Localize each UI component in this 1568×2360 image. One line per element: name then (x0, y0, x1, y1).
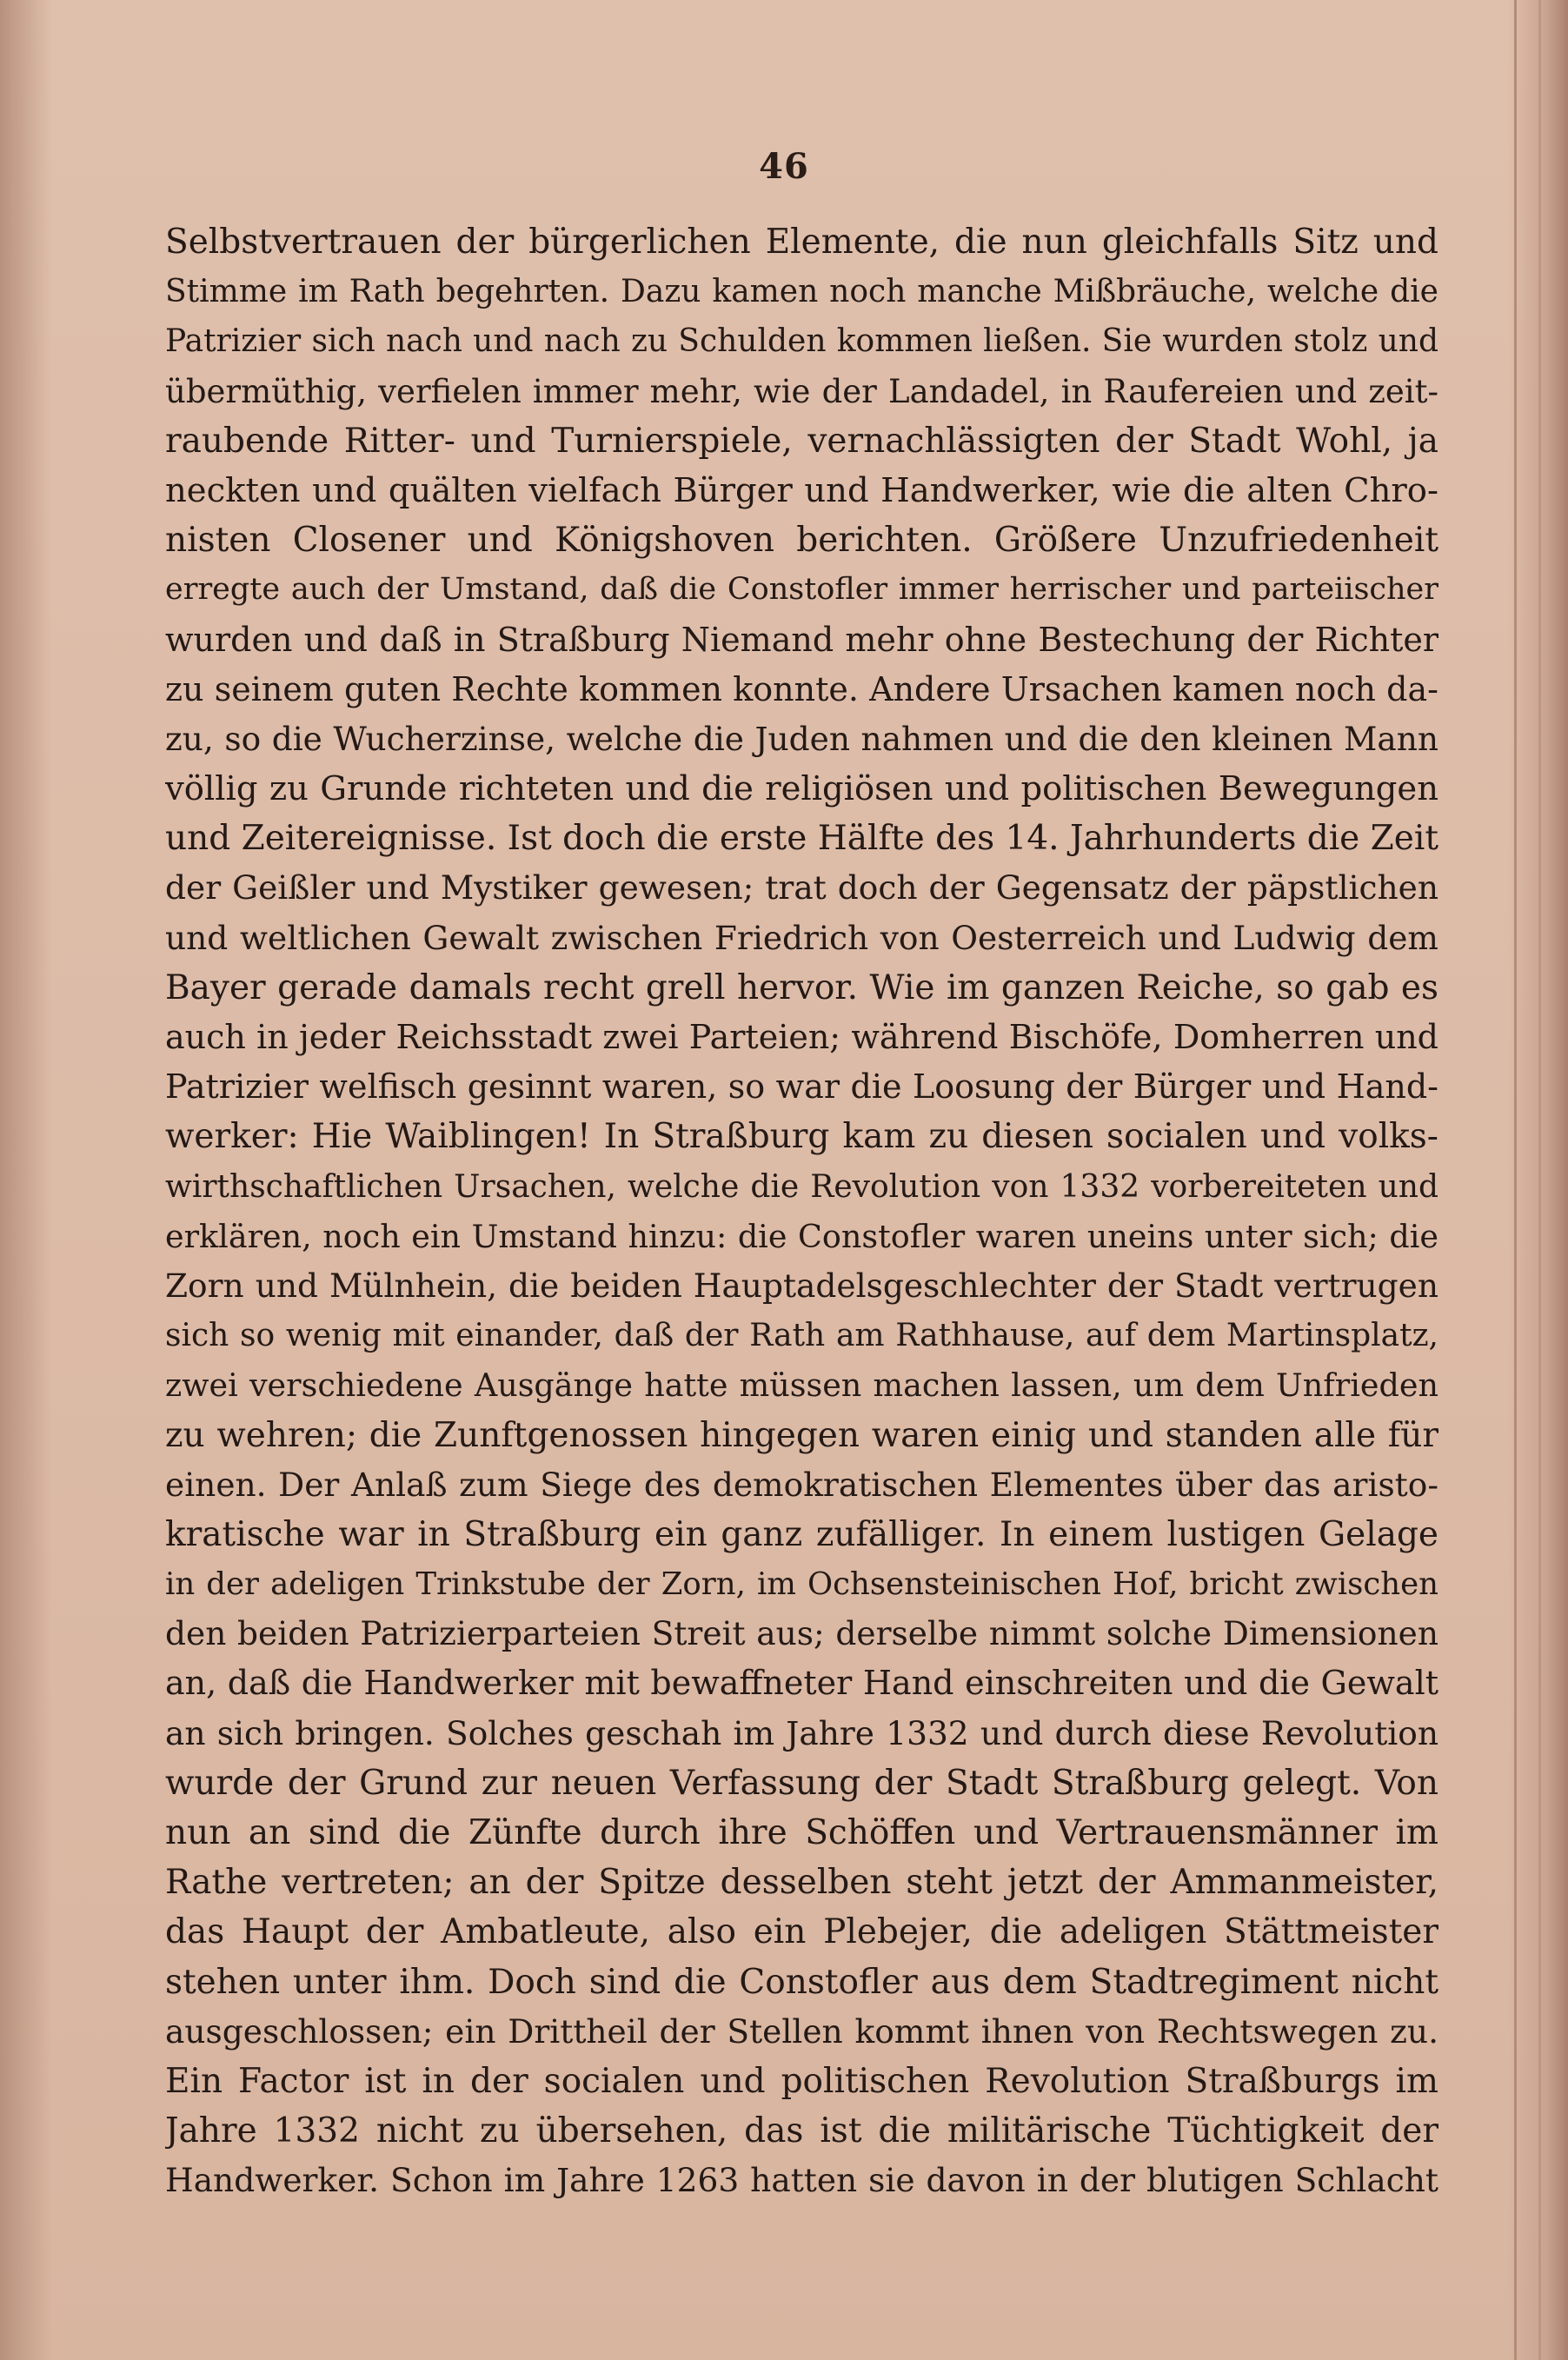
text-line: wurden und daß in Straßburg Niemand mehr ohne Bestechung der Richter (165, 620, 1438, 659)
text-line: erregte auch der Umstand, daß die Constofler immer herrischer und parteiischer (165, 572, 1438, 608)
text-line: in der adeligen Trinkstube der Zorn, im Ochsensteinischen Hof, bricht zwischen (165, 1566, 1438, 1603)
text-line: Rathe vertreten; an der Spitze desselben steht jetzt der Ammanmeister, (165, 1863, 1438, 1903)
page-edge-line (1538, 0, 1541, 2360)
page-edge-line (1514, 0, 1517, 2360)
text-line: Zorn und Mülnhein, die beiden Hauptadelsgeschlechter der Stadt vertrugen (165, 1266, 1438, 1305)
text-line: stehen unter ihm. Doch sind die Constofler aus dem Stadtregiment nicht (165, 1962, 1438, 2002)
text-line: sich so wenig mit einander, daß der Rath am Rathhause, auf dem Martinsplatz, (165, 1318, 1438, 1354)
text-line: zwei verschiedene Ausgänge hatte müssen machen lassen, um dem Unfrieden (165, 1366, 1438, 1405)
text-line: Selbstvertrauen der bürgerlichen Elemente, die nun gleichfalls Sitz und (165, 223, 1438, 262)
text-line: Patrizier welfisch gesinnt waren, so war die Loosung der Bürger und Hand- (165, 1067, 1438, 1107)
text-line: der Geißler und Mystiker gewesen; trat doch der Gegensatz der päpstlichen (165, 868, 1438, 907)
text-line: einen. Der Anlaß zum Siege des demokratischen Elementes über das aristo- (165, 1465, 1438, 1504)
body-text (165, 217, 1438, 2206)
text-line: ausgeschlossen; ein Drittheil der Stellen kommt ihnen von Rechtswegen zu. (165, 2011, 1438, 2051)
text-line: an sich bringen. Solches geschah im Jahre 1332 und durch diese Revolution (165, 1713, 1438, 1752)
text-line: übermüthig, verfielen immer mehr, wie der Landadel, in Raufereien und zeit- (165, 372, 1438, 410)
text-line: und weltlichen Gewalt zwischen Friedrich von Oesterreich und Ludwig dem (165, 918, 1438, 957)
text-line: wirthschaftlichen Ursachen, welche die Revolution von 1332 vorbereiteten und (165, 1168, 1438, 1205)
text-line: Patrizier sich nach und nach zu Schulden kommen ließen. Sie wurden stolz und (165, 323, 1438, 360)
text-line: und Zeitereignisse. Ist doch die erste Hälfte des 14. Jahrhunderts die Zeit (165, 819, 1438, 859)
text-line: Jahre 1332 nicht zu übersehen, das ist die militärische Tüchtigkeit der (165, 2111, 1438, 2151)
text-line: raubende Ritter- und Turnierspiele, vernachlässigten der Stadt Wohl, ja (165, 421, 1438, 461)
text-line: Handwerker. Schon im Jahre 1263 hatten sie davon in der blutigen Schlacht (165, 2161, 1438, 2200)
text-line: Ein Factor ist in der socialen und politischen Revolution Straßburgs im (165, 2061, 1438, 2101)
text-line: Bayer gerade damals recht grell hervor. Wie im ganzen Reiche, so gab es (165, 967, 1438, 1007)
text-line: nun an sind die Zünfte durch ihre Schöffen und Vertrauensmänner im (165, 1813, 1438, 1852)
text-line: zu seinem guten Rechte kommen konnte. Andere Ursachen kamen noch da- (165, 669, 1438, 708)
text-line: an, daß die Handwerker mit bewaffneter Hand einschreiten und die Gewalt (165, 1664, 1438, 1703)
text-line: neckten und quälten vielfach Bürger und Handwerker, wie die alten Chro- (165, 470, 1438, 510)
text-line: völlig zu Grunde richteten und die religiösen und politischen Bewegungen (165, 769, 1438, 809)
text-line: kratische war in Straßburg ein ganz zufälliger. In einem lustigen Gelage (165, 1514, 1438, 1554)
text-line: wurde der Grund zur neuen Verfassung der Stadt Straßburg gelegt. Von (165, 1763, 1438, 1803)
text-line: zu wehren; die Zunftgenossen hingegen waren einig und standen alle für (165, 1415, 1438, 1455)
page-number: 46 (759, 146, 809, 187)
text-line: Stimme im Rath begehrten. Dazu kamen noch manche Mißbräuche, welche die (165, 274, 1438, 310)
text-line: den beiden Patrizierparteien Streit aus; derselbe nimmt solche Dimensionen (165, 1614, 1438, 1653)
text-line: nisten Closener und Königshoven berichten. Größere Unzufriedenheit (165, 521, 1438, 561)
text-line: das Haupt der Ambatleute, also ein Plebejer, die adeligen Stättmeister (165, 1912, 1438, 1952)
text-line: erklären, noch ein Umstand hinzu: die Constofler waren uneins unter sich; die (165, 1217, 1438, 1255)
text-line: auch in jeder Reichsstadt zwei Parteien; während Bischöfe, Domherren und (165, 1018, 1438, 1056)
text-line: werker: Hie Waiblingen! In Straßburg kam zu diesen socialen und volks- (165, 1117, 1438, 1157)
text-line: zu, so die Wucherzinse, welche die Juden nahmen und die den kleinen Mann (165, 719, 1438, 758)
